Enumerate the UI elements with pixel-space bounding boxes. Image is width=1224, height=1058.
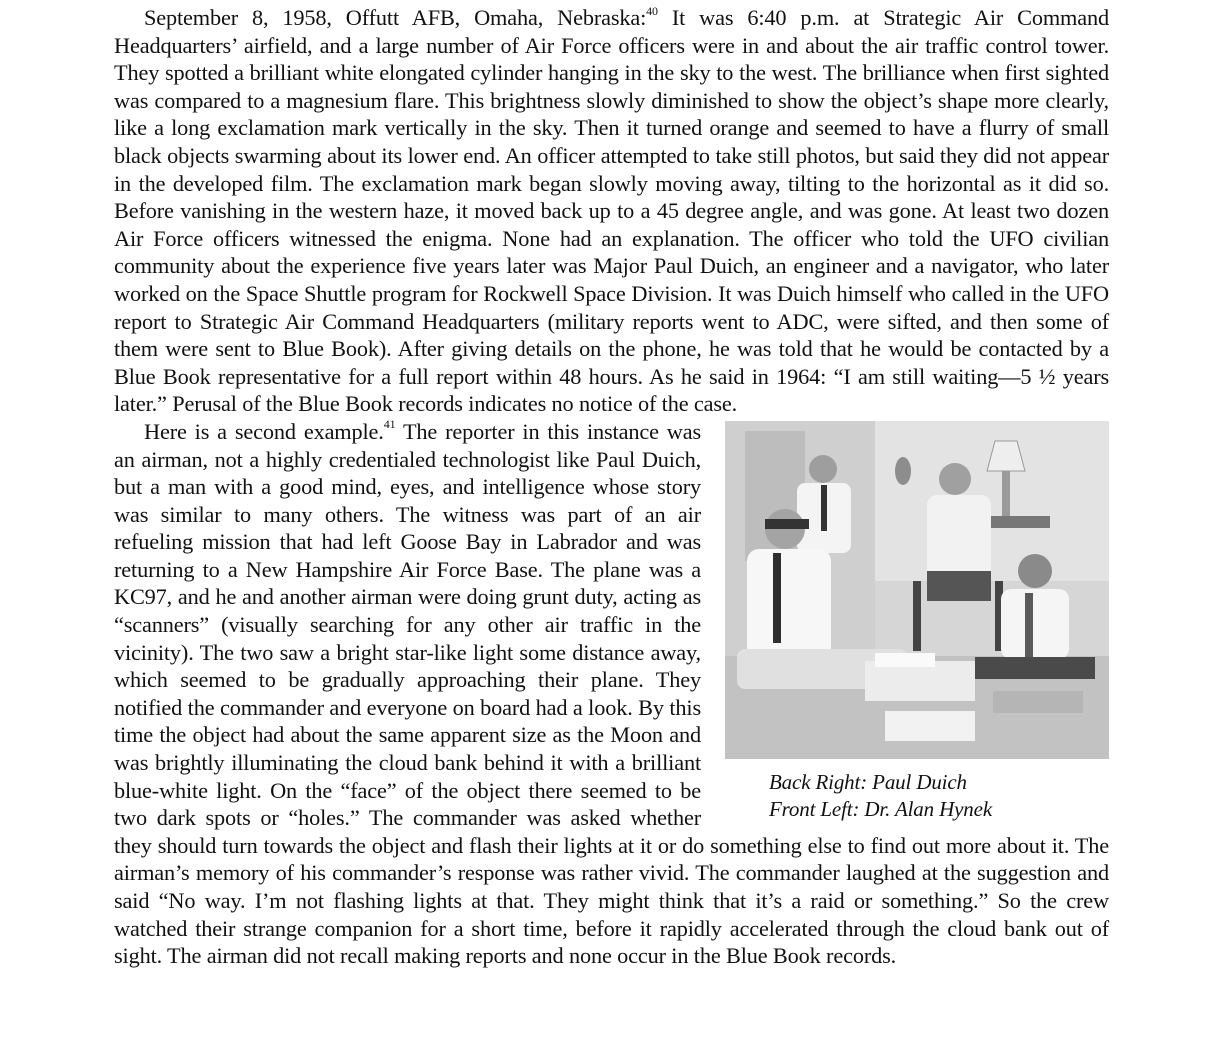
caption-line-back-right: Back Right: Paul Duich [769,769,967,794]
footnote-ref-41: 41 [383,417,396,432]
photograph-of-duich-and-hynek [725,421,1109,759]
caption-line-front-left: Front Left: Dr. Alan Hynek [769,796,992,821]
paragraph-second-example [114,418,1109,970]
paragraph-second-lead: Here is a second example. [144,418,384,444]
paragraph-offutt [114,4,1109,418]
paragraph-offutt-body: It was 6:40 p.m. at Strategic Air Command Headquarters’ airfield, and a large number of Air Force officers were in and about the air traffic control tower. They spotted a brilliant white elongated cylinder hanging in the sky to the west. The brilliance when first sighted was compared to a magnesium flare. This brightness slowly diminished to show the object’s shape more clearly, like a long exclamation mark vertically in the sky. Then it turned orange and seemed to have a flurry of small black objects swarming about its lower end. An officer attempted to take still photos, but said they did not appear in the developed film. The exclamation mark began slowly moving away, tilting to the horizontal as it did so. Before vanishing in the western haze, it moved back up to a 45 degree angle, and was gone. At least two dozen Air Force officers witnessed the enigma. None had an explanation. The officer who told the UFO civilian community about the experience five years later was Major Paul Duich, an engineer and a navigator, who later worked on the Space Shuttle program for Rockwell Space Division. It was Duich himself who called in the UFO report to Strategic Air Command Headquarters (military reports went to ADC, were sifted, and then some of them were sent to Blue Book). After giving details on the phone, he was told that he would be contacted by a Blue Book representative for a full report within 48 hours. As he said in 1964: “I am still waiting—5 ½ years later.” Perusal of the Blue Book records indicates no notice of the case. [114,5,1109,417]
photo-figure [725,421,1109,823]
paragraph-second-body: The reporter in this instance was an airman, not a highly credentialed technologist like Paul Duich, but a man with a good mind, eyes, and intelligence whose story was similar to many others. The witness was part of an air refueling mission that had left Goose Bay in Labrador and was returning to a New Hampshire Air Force Base. The plane was a KC97, and he and another airman were doing grunt duty, acting as “scanners” (visually searching for any other air traffic in the vicinity). The two saw a bright star-like light some distance away, which seemed to be gradually approaching their plane. They notified the commander and everyone on board had a look. By this time the object had about the same apparent size as the Moon and was brightly illuminating the cloud bank behind it with a brilliant blue-white light. On the “face” of the object there seemed to be two dark spots or “holes.” The commander was asked whether they should turn towards the object and flash their lights at it or do something else to find out more about it. The airman’s memory of his commander’s response was rather vivid. The commander laughed at the suggestion and said “No way. I’m not flashing lights at that. They might think that it’s a raid or something.” So the crew watched their strange companion for a short time, before it rapidly accelerated through the cloud bank out of sight. The airman did not recall making reports and none occur in the Blue Book records. [114,418,1109,969]
document-page [114,0,1109,970]
photo-caption [725,769,1109,823]
footnote-ref-40: 40 [646,3,658,18]
paragraph-offutt-lead: September 8, 1958, Offutt AFB, Omaha, Nebraska: [144,5,647,30]
